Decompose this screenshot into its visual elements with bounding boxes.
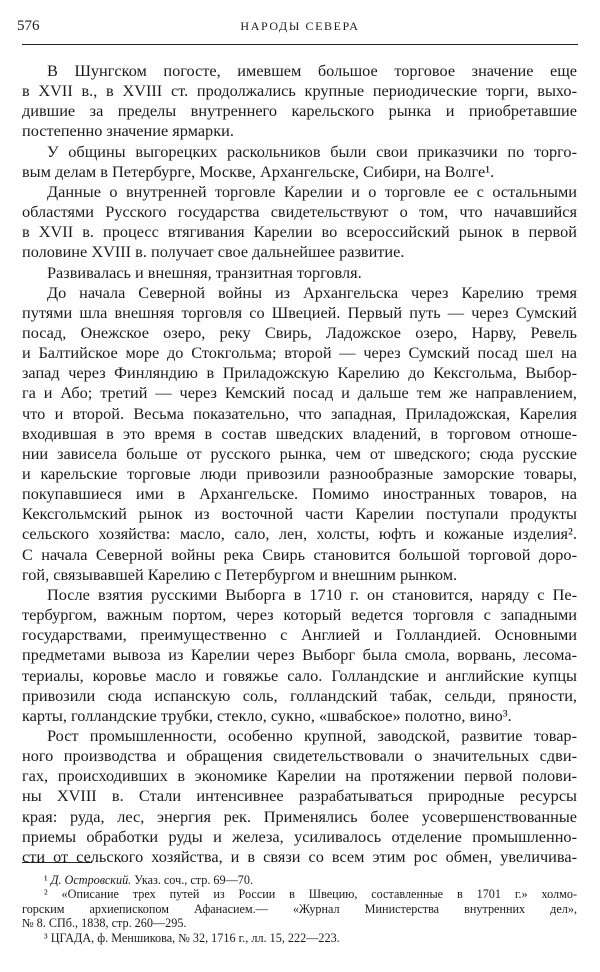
footnote-line <box>22 902 577 916</box>
text-line: ного производства и обращения свидетельствовали о значительных сдви- <box>22 746 577 766</box>
text-line: покупавшиеся ими в Архангельске. Помимо иностранных товаров, на <box>22 484 577 504</box>
footnote-line <box>22 916 577 930</box>
text-line: вым делам в Петербурге, Москве, Архангельске, Сибири, на Волге¹. <box>22 161 495 181</box>
text-line: половине XVIII в. получает свое дальнейшее развитие. <box>22 242 405 262</box>
text-line: и Балтийское море до Стокгольма; второй — через Сумский посад шел на <box>22 343 577 363</box>
text-line: В Шунгском погосте, имевшем большое торговое значение еще <box>47 61 577 80</box>
text-line: После взятия русскими Выборга в 1710 г. он становится, наряду с Пе- <box>47 584 577 604</box>
footnote-line <box>44 887 577 901</box>
footnote-text: ЦГАДА, ф. Меншикова, № 32, 1716 г., лл. 15, 222—223. <box>50 931 340 945</box>
footnote-text: № 8. СПб., 1838, стр. 260—295. <box>22 916 187 930</box>
text-line: До начала Северной войны из Архангельска через Карелию тремя <box>47 282 577 302</box>
footnote-text: Указ. соч., стр. 69—70. <box>134 873 254 887</box>
footnote-rule <box>22 862 92 863</box>
running-title: НАРОДЫ СЕВЕРА <box>240 19 360 33</box>
text-line: посад, Онежское озеро, реку Свирь, Ладожское озеро, Нарву, Ревель <box>22 322 577 342</box>
footnote-author: Д. Островский. <box>50 873 132 887</box>
text-line: ны XVIII в. Стали интенсивнее разрабатываться природные ресурсы <box>22 786 577 806</box>
text-line: входившая в это время в состав шведских владений, в торговом отноше- <box>22 423 577 443</box>
text-line: гой, связывавшей Карелию с Петербургом и внешним рынком. <box>22 564 458 584</box>
text-line: и карельские торговые люди привозили разнообразные заморские товары, <box>22 464 577 483</box>
text-line: сельского хозяйства: масло, сало, лен, холсты, юфть и кожаные изделия². <box>22 524 577 544</box>
text-line: в XVII в. процесс втягивания Карелии во всероссийский рынок в первой <box>22 222 577 242</box>
text-line: гах, происходивших в экономике Карелии на протяжении первой полови- <box>22 766 577 786</box>
footnote-text: горским архиепископом Афанасием.— «Журнал Министерства внутренних дел», <box>22 902 577 916</box>
text-line: привозили сюда испанскую соль, голландский табак, сельди, пряности, <box>22 685 577 705</box>
text-line: тербургом, важным портом, через который ведется торговля с западными <box>22 605 577 625</box>
text-line: путями шла внешняя торговля со Швецией. Первый путь — через Сумский <box>22 302 577 322</box>
text-line: га и Або; третий — через Кемский посад и дальше тем же направлением, <box>22 383 577 403</box>
footnote-line <box>44 873 577 887</box>
text-line: предметами вывоза из Карелии через Выборг была смола, ворвань, лесома- <box>22 645 577 665</box>
text-line: дившие за пределы внутреннего карельского рынка и приобретавшие <box>22 101 577 121</box>
text-line: в XVII в., в XVIII ст. продолжались крупные периодические торги, выхо- <box>22 81 577 101</box>
text-line: сти от сельского хозяйства, и в связи со всем этим рос обмен, увеличива- <box>22 846 577 866</box>
text-line: что и второй. Весьма показательно, что западная, Приладожская, Карелия <box>22 403 577 423</box>
text-line: нии зависела больше от русского рынка, чем от шведского; сюда русские <box>22 443 577 463</box>
text-line: С начала Северной войны река Свирь становится большой торговой доро- <box>22 544 577 564</box>
footnote-line <box>44 931 577 945</box>
text-line: карты, голландские трубки, стекло, сукно, «швабское» полотно, вино³. <box>22 705 512 725</box>
text-line: государствами, преимущественно с Англией и Голландией. Основными <box>22 625 577 645</box>
text-line: Рост промышленности, особенно крупной, заводской, развитие товар- <box>47 725 577 745</box>
text-line: запад через Финляндию в Приладожскую Карелию до Кексгольма, Выбор- <box>22 363 577 383</box>
footnote-mark: ¹ <box>44 873 51 887</box>
text-line: териалы, коровье масло и говяжье сало. Голландские и английские купцы <box>22 665 577 685</box>
text-line: края: руда, лес, энергия рек. Применялись более усовершенствованные <box>22 806 577 826</box>
text-line: постепенно значение ярмарки. <box>22 121 234 141</box>
footnote-mark: ² <box>44 887 62 901</box>
text-line: Развивалась и внешняя, транзитная торговля. <box>47 262 362 282</box>
page-number: 576 <box>17 18 40 34</box>
text-line: Данные о внутренней торговле Карелии и о торговле ее с остальными <box>47 181 577 201</box>
text-line: Кексгольмский рынок из восточной части Карелии поступали продукты <box>22 504 577 524</box>
text-line: приемы обработки руды и железа, усиливалось отделение промышленно- <box>22 826 577 846</box>
footnote-mark: ³ <box>44 931 51 945</box>
header-rule <box>22 44 578 45</box>
text-line: областями Русского государства свидетельствуют о том, что начавшийся <box>22 202 577 222</box>
text-line: У общины выгорецких раскольников были свои приказчики по торго- <box>47 141 577 161</box>
footnote-text: «Описание трех путей из России в Швецию, составленные в 1701 г.» холмо- <box>61 887 577 901</box>
